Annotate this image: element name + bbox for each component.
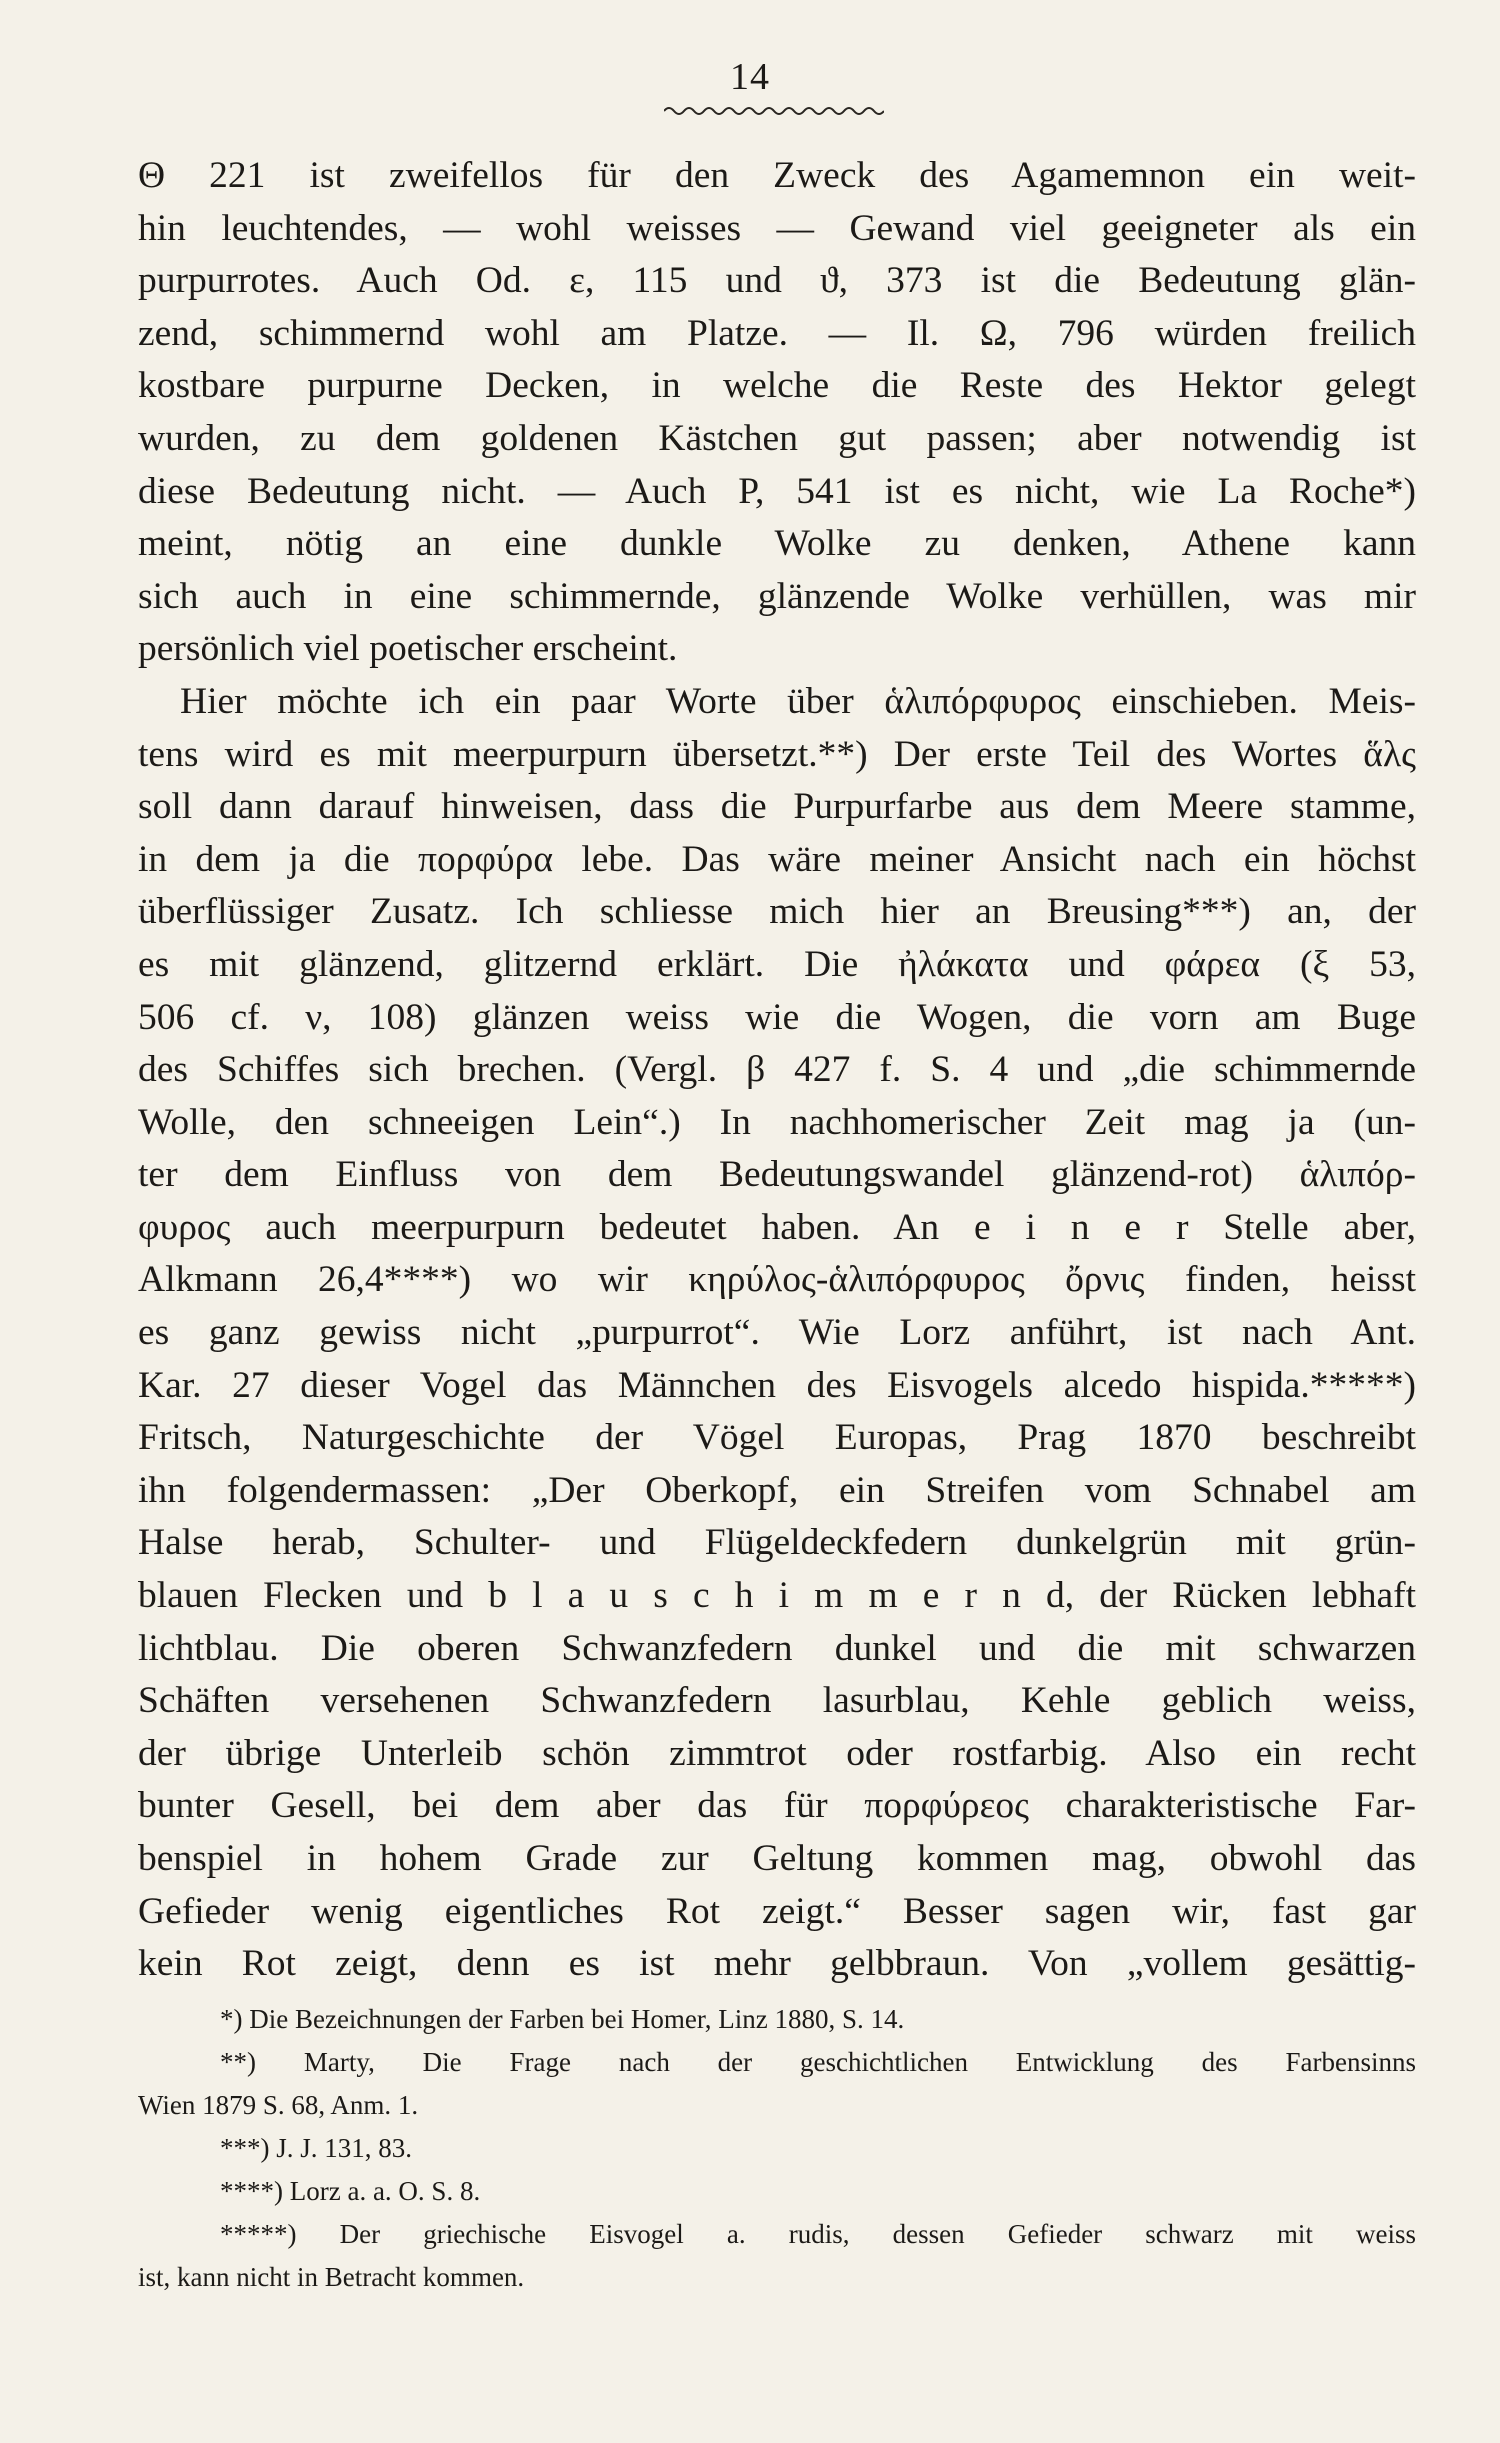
text-line: ihn folgendermassen: „Der Oberkopf, ein Streifen vom Schnabel am <box>138 1469 1416 1511</box>
text-line: Halse herab, Schulter- und Flügeldeckfedern dunkelgrün mit grün- <box>138 1522 1416 1564</box>
text-line: tens wird es mit meerpurpurn übersetzt.**) Der erste Teil des Wortes ἅλς <box>138 733 1416 775</box>
text-line: bunter Gesell, bei dem aber das für πορφύρεος charakteristische Far- <box>138 1785 1416 1827</box>
footnotes <box>138 1998 1416 2299</box>
page-number: 14 <box>730 56 770 98</box>
text-line: kostbare purpurne Decken, in welche die Reste des Hektor gelegt <box>138 365 1416 407</box>
footnote-line: ****) Lorz a. a. O. S. 8. <box>220 2176 481 2206</box>
text-line: Wolle, den schneeigen Lein“.) In nachhomerischer Zeit mag ja (un- <box>138 1101 1416 1143</box>
text-line: ter dem Einfluss von dem Bedeutungswandel glänzend-rot) ἁλιπόρ- <box>138 1154 1416 1196</box>
text-line: Kar. 27 dieser Vogel das Männchen des Eisvogels alcedo hispida.*****) <box>138 1364 1416 1406</box>
text-line: es mit glänzend, glitzernd erklärt. Die ἠλάκατα und φάρεα (ξ 53, <box>138 943 1416 985</box>
text-line: des Schiffes sich brechen. (Vergl. β 427 f. S. 4 und „die schimmernde <box>138 1049 1416 1091</box>
text-line: diese Bedeutung nicht. — Auch P, 541 ist es nicht, wie La Roche*) <box>138 470 1416 512</box>
text-line: meint, nötig an eine dunkle Wolke zu denken, Athene kann <box>138 523 1416 565</box>
text-line: kein Rot zeigt, denn es ist mehr gelbbraun. Von „vollem gesättig- <box>138 1943 1416 1985</box>
text-line: Schäften versehenen Schwanzfedern lasurblau, Kehle geblich weiss, <box>138 1680 1416 1722</box>
text-line: Gefieder wenig eigentliches Rot zeigt.“ Besser sagen wir, fast gar <box>138 1890 1416 1932</box>
text-line: Hier möchte ich ein paar Worte über ἁλιπόρφυρος einschieben. Meis- <box>180 680 1416 722</box>
text-line: φυρος auch meerpurpurn bedeutet haben. An e i n e r Stelle aber, <box>138 1206 1416 1248</box>
text-line: soll dann darauf hinweisen, dass die Purpurfarbe aus dem Meere stamme, <box>138 786 1416 828</box>
text-line: Fritsch, Naturgeschichte der Vögel Europas, Prag 1870 beschreibt <box>138 1417 1416 1459</box>
footnote-line: ***) J. J. 131, 83. <box>220 2133 413 2163</box>
footnote-line: ist, kann nicht in Betracht kommen. <box>138 2262 525 2292</box>
text-line: in dem ja die πορφύρα lebe. Das wäre meiner Ansicht nach ein höchst <box>138 838 1416 880</box>
text-line: sich auch in eine schimmernde, glänzende Wolke verhüllen, was mir <box>138 575 1416 617</box>
text-line: benspiel in hohem Grade zur Geltung kommen mag, obwohl das <box>138 1838 1416 1879</box>
footnote-line: *) Die Bezeichnungen der Farben bei Homer, Linz 1880, S. 14. <box>220 2004 905 2034</box>
text-line: der übrige Unterleib schön zimmtrot oder rostfarbig. Also ein recht <box>138 1732 1416 1774</box>
text-line: zend, schimmernd wohl am Platze. — Il. Ω, 796 würden freilich <box>138 312 1416 354</box>
text-line: purpurrotes. Auch Od. ε, 115 und ϑ, 373 ist die Bedeutung glän- <box>138 260 1416 302</box>
text-line: 506 cf. ν, 108) glänzen weiss wie die Wogen, die vorn am Buge <box>138 996 1416 1038</box>
footnote-line: **) Marty, Die Frage nach der geschichtlichen Entwicklung des Farbensinns <box>220 2047 1416 2077</box>
footnote-line: *****) Der griechische Eisvogel a. rudis, dessen Gefieder schwarz mit weiss <box>220 2219 1416 2249</box>
wavy-ornament <box>664 104 884 118</box>
text-line: überflüssiger Zusatz. Ich schliesse mich hier an Breusing***) an, der <box>138 891 1416 933</box>
text-line: Θ 221 ist zweifellos für den Zweck des Agamemnon ein weit- <box>138 155 1416 196</box>
body-text <box>138 150 1416 1991</box>
text-line: hin leuchtendes, — wohl weisses — Gewand viel geeigneter als ein <box>138 207 1416 249</box>
text-line: Alkmann 26,4****) wo wir κηρύλος-ἁλιπόρφυρος ὄρνις finden, heisst <box>138 1259 1416 1301</box>
text-line: wurden, zu dem goldenen Kästchen gut passen; aber notwendig ist <box>138 417 1416 459</box>
text-line: es ganz gewiss nicht „purpurrot“. Wie Lorz anführt, ist nach Ant. <box>138 1312 1416 1354</box>
text-line: persönlich viel poetischer erscheint. <box>138 628 678 670</box>
text-line: lichtblau. Die oberen Schwanzfedern dunkel und die mit schwarzen <box>138 1627 1416 1669</box>
text-line: blauen Flecken und b l a u s c h i m m e r n d, der Rücken lebhaft <box>138 1575 1416 1617</box>
footnote-line: Wien 1879 S. 68, Anm. 1. <box>138 2090 419 2120</box>
